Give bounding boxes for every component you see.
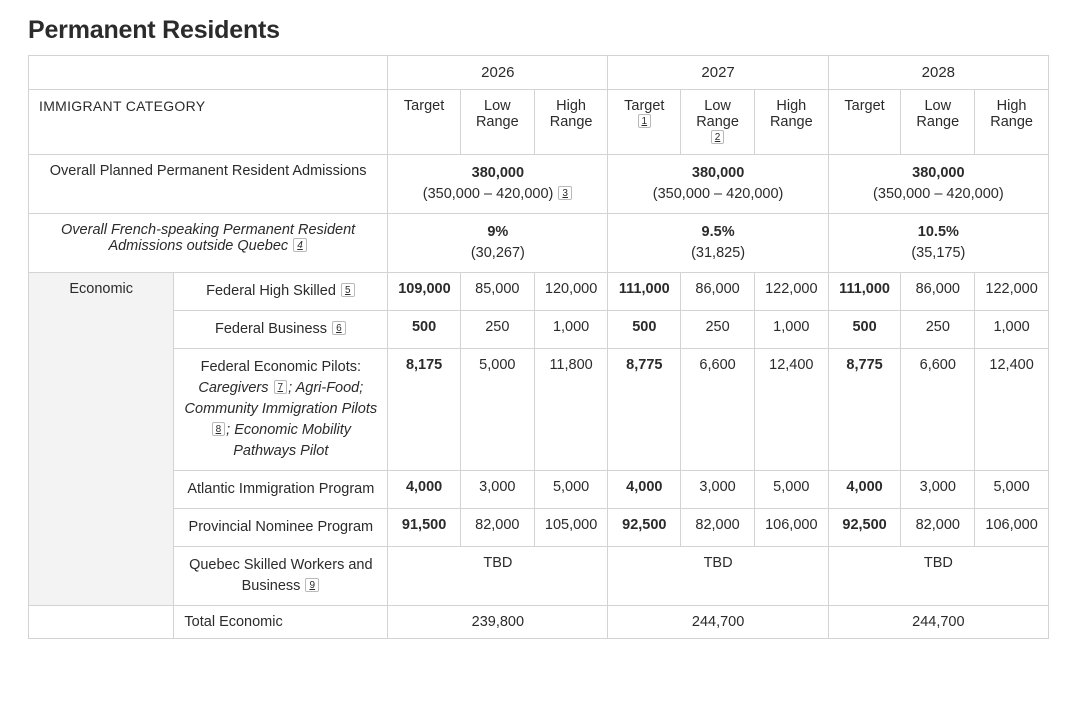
row-label-prefix: Federal Economic Pilots:	[200, 359, 361, 376]
overall-value-2028: 380,000	[912, 165, 965, 181]
cell-aip-target-2027: 4,000	[608, 471, 681, 509]
french-speaking-2028	[828, 214, 1048, 273]
header-high-range-2026: High Range	[534, 90, 608, 155]
cell-fep-target-2028: 8,775	[828, 349, 901, 471]
french-value-2026: 9%	[487, 224, 509, 241]
header-target-2027	[608, 90, 681, 155]
table-row	[29, 509, 1049, 547]
overall-admissions-row	[29, 155, 1049, 214]
year-header-row	[29, 56, 1049, 90]
cell-aip-target-2026: 4,000	[388, 471, 461, 509]
total-economic-2027: 244,700	[608, 606, 828, 639]
french-sub-2028: (35,175)	[911, 245, 966, 262]
cell-aip-high-2027: 5,000	[754, 471, 828, 509]
total-economic-spacer	[29, 606, 174, 639]
cell-fb-target-2027: 500	[608, 311, 681, 349]
overall-admissions-2027	[608, 155, 828, 214]
header-low-range-2028: Low Range	[901, 90, 975, 155]
cell-fhs-high-2027: 122,000	[754, 273, 828, 311]
cell-fb-low-2026: 250	[460, 311, 534, 349]
cell-aip-low-2026: 3,000	[460, 471, 534, 509]
cell-pnp-low-2027: 82,000	[681, 509, 755, 547]
cell-fhs-low-2026: 85,000	[460, 273, 534, 311]
cell-fhs-high-2026: 120,000	[534, 273, 608, 311]
header-target-2026: Target	[388, 90, 461, 155]
footnote-ref-6[interactable]: 6	[332, 321, 346, 335]
cell-aip-low-2027: 3,000	[681, 471, 755, 509]
cell-fhs-low-2028: 86,000	[901, 273, 975, 311]
overall-admissions-2028	[828, 155, 1048, 214]
cell-aip-target-2028: 4,000	[828, 471, 901, 509]
overall-value-2027: 380,000	[691, 165, 745, 181]
french-speaking-2026	[388, 214, 608, 273]
cell-fep-target-2026: 8,175	[388, 349, 461, 471]
cell-fep-low-2027: 6,600	[681, 349, 755, 471]
header-high-range-2028: High Range	[975, 90, 1049, 155]
header-spacer	[29, 56, 388, 90]
overall-value-2026: 380,000	[471, 165, 525, 181]
cell-pnp-target-2027: 92,500	[608, 509, 681, 547]
cell-fb-high-2026: 1,000	[534, 311, 608, 349]
cell-fb-high-2028: 1,000	[975, 311, 1049, 349]
year-header-2028: 2028	[828, 56, 1048, 90]
row-label-italic-1: Caregivers	[198, 380, 269, 397]
total-economic-label: Total Economic	[174, 606, 388, 639]
header-high-range-2027: High Range	[754, 90, 828, 155]
row-label-text: Quebec Skilled Workers and Business	[189, 557, 373, 595]
overall-range-2028: (350,000 – 420,000)	[873, 186, 1004, 203]
cell-fep-low-2028: 6,600	[901, 349, 975, 471]
cell-quebec-2028: TBD	[828, 547, 1048, 606]
cell-pnp-high-2026: 105,000	[534, 509, 608, 547]
footnote-ref-1[interactable]: 1	[638, 114, 652, 128]
cell-quebec-2027: TBD	[608, 547, 828, 606]
table-row	[29, 349, 1049, 471]
cell-pnp-low-2028: 82,000	[901, 509, 975, 547]
footnote-ref-7[interactable]: 7	[274, 380, 288, 394]
total-economic-2028: 244,700	[828, 606, 1048, 639]
french-speaking-label-text: Overall French-speaking Permanent Resident Admissions outside Quebec	[61, 222, 356, 255]
year-header-2027: 2027	[608, 56, 828, 90]
total-economic-row	[29, 606, 1049, 639]
cell-fep-high-2027: 12,400	[754, 349, 828, 471]
cell-fhs-target-2026: 109,000	[388, 273, 461, 311]
cell-fb-high-2027: 1,000	[754, 311, 828, 349]
french-speaking-row	[29, 214, 1049, 273]
total-economic-2026: 239,800	[388, 606, 608, 639]
header-target-2028: Target	[828, 90, 901, 155]
french-sub-2026: (30,267)	[470, 245, 525, 262]
cell-fb-low-2027: 250	[681, 311, 755, 349]
cell-fb-target-2026: 500	[388, 311, 461, 349]
row-label-italic-3: ; Economic Mobility Pathways Pilot	[226, 422, 352, 460]
header-target-2027-label: Target	[624, 98, 665, 114]
header-immigrant-category: IMMIGRANT CATEGORY	[29, 90, 388, 155]
cell-fb-target-2028: 500	[828, 311, 901, 349]
french-sub-2027: (31,825)	[691, 245, 746, 262]
cell-pnp-low-2026: 82,000	[460, 509, 534, 547]
footnote-ref-8[interactable]: 8	[212, 422, 226, 436]
footnote-ref-5[interactable]: 5	[341, 283, 355, 297]
row-label-federal-high-skilled	[174, 273, 388, 311]
row-label-federal-economic-pilots	[174, 349, 388, 471]
row-label-federal-business	[174, 311, 388, 349]
row-label-quebec-skilled-workers	[174, 547, 388, 606]
overall-range-2026	[398, 184, 597, 205]
cell-quebec-2026: TBD	[388, 547, 608, 606]
cell-fep-high-2028: 12,400	[975, 349, 1049, 471]
cell-fep-low-2026: 5,000	[460, 349, 534, 471]
french-speaking-2027	[608, 214, 828, 273]
page-title: Permanent Residents	[28, 16, 280, 44]
row-label-atlantic-immigration-program: Atlantic Immigration Program	[174, 471, 388, 509]
cell-pnp-target-2026: 91,500	[388, 509, 461, 547]
cell-aip-high-2028: 5,000	[975, 471, 1049, 509]
overall-range-2027: (350,000 – 420,000)	[652, 186, 784, 203]
header-low-range-2027-label: Low Range	[696, 98, 739, 130]
header-low-range-2026: Low Range	[460, 90, 534, 155]
permanent-residents-table	[28, 55, 1049, 639]
cell-aip-high-2026: 5,000	[534, 471, 608, 509]
table-row	[29, 273, 1049, 311]
row-label-provincial-nominee-program: Provincial Nominee Program	[174, 509, 388, 547]
table-row	[29, 471, 1049, 509]
category-economic: Economic	[29, 273, 174, 606]
row-label-italic-2: ; Agri-Food; Community Immigration Pilots	[184, 380, 378, 418]
cell-fep-high-2026: 11,800	[534, 349, 608, 471]
footnote-ref-9[interactable]: 9	[305, 578, 319, 592]
overall-admissions-label: Overall Planned Permanent Resident Admissions	[29, 155, 388, 214]
cell-fhs-low-2027: 86,000	[681, 273, 755, 311]
cell-fb-low-2028: 250	[901, 311, 975, 349]
cell-aip-low-2028: 3,000	[901, 471, 975, 509]
row-label-text: Federal Business	[215, 321, 328, 338]
table-row	[29, 547, 1049, 606]
year-header-2026: 2026	[388, 56, 608, 90]
french-value-2027: 9.5%	[701, 224, 735, 241]
footnote-ref-4[interactable]: 4	[293, 238, 307, 252]
cell-pnp-high-2027: 106,000	[754, 509, 828, 547]
cell-fep-target-2027: 8,775	[608, 349, 681, 471]
cell-pnp-high-2028: 106,000	[975, 509, 1049, 547]
cell-fhs-target-2028: 111,000	[828, 273, 901, 311]
french-value-2028: 10.5%	[917, 224, 959, 241]
overall-range-2026-text: (350,000 – 420,000)	[422, 186, 554, 203]
row-label-text: Federal High Skilled	[206, 283, 336, 300]
cell-fhs-target-2027: 111,000	[608, 273, 681, 311]
footnote-ref-2[interactable]: 2	[711, 130, 725, 144]
column-header-row	[29, 90, 1049, 155]
cell-fhs-high-2028: 122,000	[975, 273, 1049, 311]
french-speaking-label	[29, 214, 388, 273]
header-low-range-2027	[681, 90, 755, 155]
cell-pnp-target-2028: 92,500	[828, 509, 901, 547]
footnote-ref-3[interactable]: 3	[558, 186, 572, 200]
table-row	[29, 311, 1049, 349]
overall-admissions-2026	[388, 155, 608, 214]
